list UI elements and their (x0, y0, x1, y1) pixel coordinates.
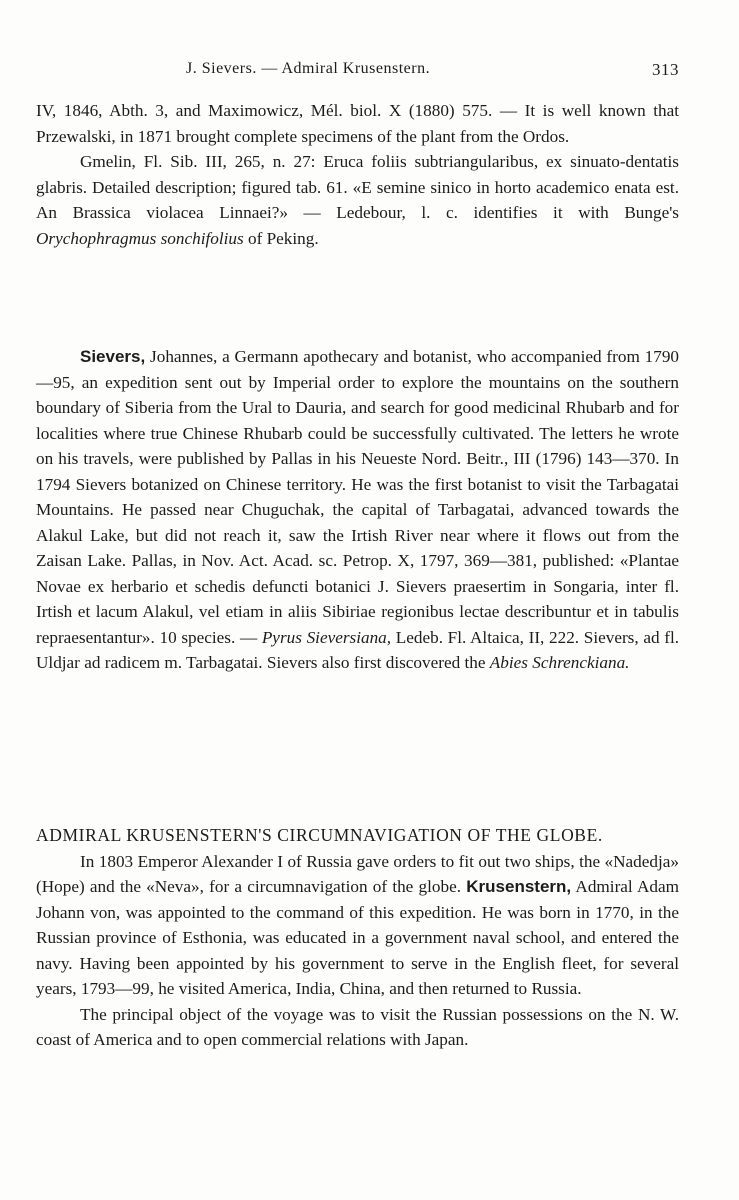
page-number: 313 (652, 60, 679, 79)
running-header (36, 60, 679, 84)
species-name: Orychophragmus sonchifolius (36, 228, 244, 248)
abies-name: Abies Schrenckiana. (489, 653, 630, 672)
pyrus-name: Pyrus Sieversiana, (261, 627, 392, 647)
running-title: J. Sievers. — Admiral Krusenstern. (186, 60, 431, 77)
krusenstern-text: In 1803 Emperor Alexander I of Russia gave orders to fit out two ships, the «Nadedja» (Hope) and the «Neva», for a circumnavigation of the globe. (36, 851, 679, 896)
gmelin-paragraph (36, 149, 679, 251)
section-heading: ADMIRAL KRUSENSTERN'S CIRCUMNAVIGATION OF THE GLOBE. (36, 825, 603, 845)
sievers-text: Johannes, a Germann apothecary and botanist, who accompanied from 1790—95, an expedition sent out by Imperial order to explore the mountains on the southern boundary of Siberia from the Ural to Dauria, and search for good medicinal Rhubarb and for localities where true Chinese Rhubarb could be successfully cultivated. The letters he wrote on his travels, were published by Pallas in his Neueste Nord. Beitr., III (1796) 143—370. In 1794 Sievers botanized on Chinese territory. He was the first botanist to visit the Tarbagatai Mountains. He passed near Chuguchak, the capital of Tarbagatai, advanced towards the Alakul Lake, but did not reach it, saw the Irtish River near where it flows out from the Zaisan Lake. Pallas, in Nov. Act. Acad. sc. Petrop. X, 1797, 369—381, published: «Plantae Novae ex herbario et schedis defuncti botanici J. Sievers praesertim in Songaria, inter fl. Irtish et lacum Alakul, vel etiam in aliis Sibiriae regionibus lectae describuntur et in tabulis repraesentantur». 10 species. — (36, 347, 680, 647)
voyage-paragraph: The principal object of the voyage was to visit the Russian possessions on the N. W. coast of America and to open commercial relations with Japan. (36, 1004, 679, 1049)
continued-entry (36, 98, 679, 251)
gmelin-end: of Peking. (247, 228, 319, 248)
krusenstern-paragraph (36, 849, 679, 1002)
krusenstern-text-2: Admiral Adam Johann von, was appointed to the command of this expedition. He was born in 1770, in the Russian province of Esthonia, was educated in a government naval school, and entered the navy. Having been appointed by his government to serve in the English fleet, for several years, 1793—99, he visited America, India, China, and then returned to Russia. (36, 877, 679, 998)
gmelin-text: Gmelin, Fl. Sib. III, 265, n. 27: Eruca foliis subtriangularibus, ex sinuato-dentatis glabris. Detailed description; figured tab. 61. «E semine sinico in horto academico enata est. An Brassica violacea Linnaei?» — Ledebour, l. c. identifies it with Bunge's (36, 152, 679, 222)
sievers-paragraph (36, 344, 679, 676)
sievers-text-2: Ledeb. Fl. Altaica, II, 222. Sievers, ad fl. Uldjar ad radicem m. Tarbagatai. Sievers also first discovered the (36, 627, 680, 672)
continued-paragraph: IV, 1846, Abth. 3, and Maximowicz, Mél. biol. X (1880) 575. — It is well known that Przewalski, in 1871 brought complete specimens of the plant from the Ordos. (36, 101, 679, 146)
entry-name: Sievers, (80, 347, 146, 366)
entry-name-krusenstern: Krusenstern, (466, 877, 572, 896)
krusenstern-section (36, 823, 679, 1053)
sievers-entry (36, 344, 679, 676)
